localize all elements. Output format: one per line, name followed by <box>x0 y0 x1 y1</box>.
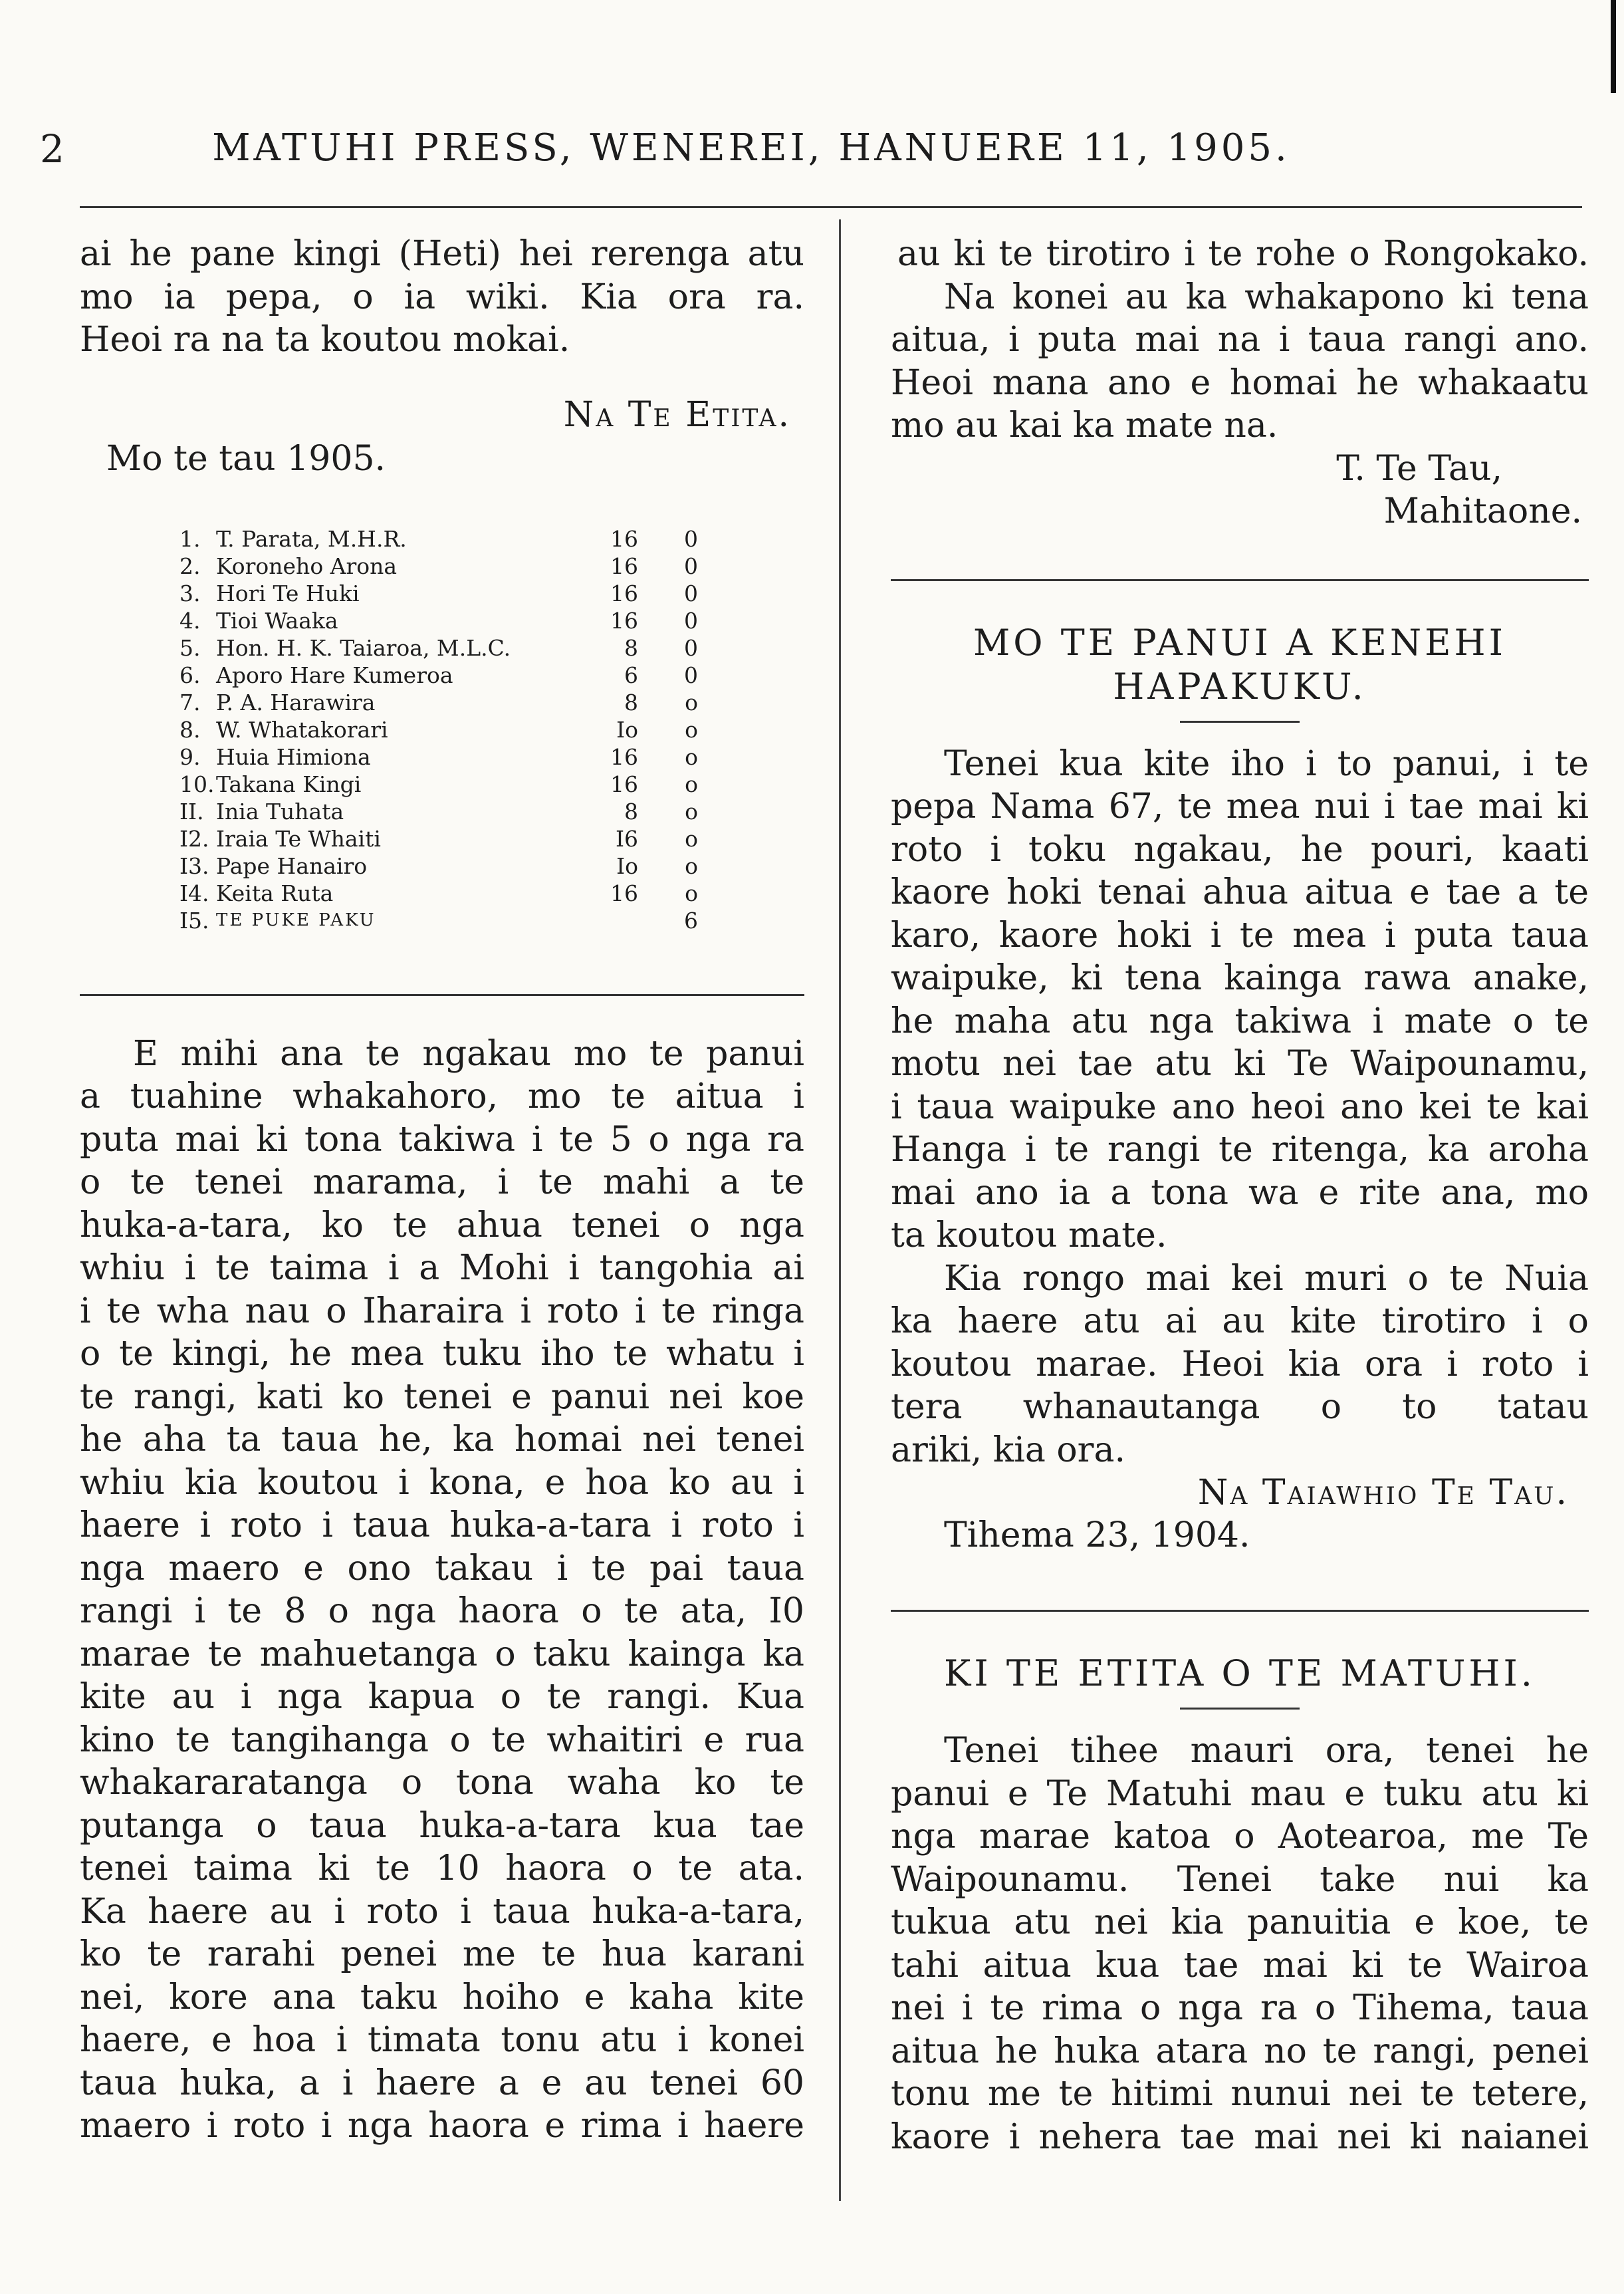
text-line: mai ano ia a tona wa e rite ana, mo <box>891 1172 1589 1213</box>
text-line: mo au kai ka mate na. <box>891 406 1278 446</box>
list-item: 8. W. Whatakorari Io o <box>179 716 698 743</box>
right-intro <box>891 233 1589 447</box>
text-line: i taua waipuke ano heoi ano kei te kai <box>891 1086 1589 1127</box>
list-item: I4. Keita Ruta 16 o <box>179 880 698 906</box>
list-item: II. Inia Tuhata 8 o <box>179 798 698 825</box>
text-line: i te wha nau o Iharaira i roto i te ringa <box>80 1291 804 1331</box>
text-line: a tuahine whakahoro, mo te aitua i <box>80 1077 804 1116</box>
text-line: haere, e hoa i timata tonu atu i konei <box>80 2020 804 2060</box>
text-line: he aha ta taua he, ka homai nei tenei <box>80 1420 804 1460</box>
list-item: 6. Aporo Hare Kumeroa 6 0 <box>179 662 698 688</box>
masthead: MATUHI PRESS, WENEREI, HANUERE 11, 1905. <box>212 126 1290 170</box>
list-item: 4. Tioi Waaka 16 0 <box>179 607 698 634</box>
text-line: ariki, kia ora. <box>891 1430 1126 1470</box>
list-item: 5. Hon. H. K. Taiaroa, M.L.C. 8 0 <box>179 634 698 661</box>
text-line: roto i toku ngakau, he pouri, kaati <box>891 829 1589 870</box>
text-line: nei i te rima o nga ra o Tihema, taua <box>891 1988 1589 2028</box>
list-item: I5. TE PUKE PAKU 6 <box>179 907 698 934</box>
text-line: ko te rarahi penei me te hua karani <box>80 1934 804 1974</box>
text-line: huka-a-tara, ko te ahua tenei o nga <box>80 1205 804 1245</box>
text-line: maero i roto i nga haora e rima i haere <box>80 2106 804 2146</box>
subscription-list <box>179 525 804 934</box>
text-line: kino te tangihanga o te whaitiri e rua <box>80 1720 804 1760</box>
list-item: I3. Pape Hanairo Io o <box>179 852 698 879</box>
text-line: kite au i nga kapua o te rangi. Kua <box>80 1677 804 1717</box>
signature-name <box>891 447 1502 490</box>
text-line: nga marae katoa o Aotearoa, me Te <box>891 1817 1589 1856</box>
text-line: tonu me te hitimi nunui nei te tetere, <box>891 2074 1589 2114</box>
text-line: tera whanautanga o to tatau <box>891 1387 1589 1427</box>
text-line: mo ia pepa, o ia wiki. Kia ora ra. <box>80 277 804 317</box>
list-item: 10. Takana Kingi 16 o <box>179 771 698 797</box>
text-line: whiu i te taima i a Mohi i tangohia ai <box>80 1248 804 1288</box>
text-line: Kia rongo mai kei muri o te Nuia <box>944 1258 1589 1299</box>
text-line: ai he pane kingi (Heti) hei rerenga atu <box>80 234 804 274</box>
column-divider <box>839 219 841 2201</box>
text-line: whiu kia koutou i kona, e hoa ko au i <box>80 1462 804 1503</box>
text-line: au ki te tirotiro i te rohe o Rongokako. <box>897 234 1589 274</box>
text-line: aitua, i puta mai na i taua rangi ano. <box>891 320 1589 360</box>
text-line: E mihi ana te ngakau mo te panui <box>133 1033 804 1074</box>
text-line: puta mai ki tona takiwa i te 5 o nga ra <box>80 1119 804 1160</box>
right-column <box>891 233 1589 2158</box>
article-heading <box>891 621 1589 709</box>
text-line: ta koutou mate. <box>891 1215 1167 1255</box>
text-line: Heoi mana ano e homai he whakaatu <box>891 362 1589 403</box>
text-line: Waipounamu. Tenei take nui ka <box>891 1859 1589 1900</box>
text-line: tenei taima ki te 10 haora o te ata. <box>80 1848 804 1888</box>
editor-signature: Na Te Etita. <box>563 394 791 435</box>
heading-underline <box>1180 721 1300 723</box>
left-column <box>80 233 804 2148</box>
heading-line: HAPAKUKU. <box>1113 665 1367 707</box>
text-line: tahi aitua kua tae mai ki te Wairoa <box>891 1945 1589 1985</box>
text-line: pepa Nama 67, te mea nui i tae mai ki <box>891 787 1589 827</box>
text-line: nei, kore ana taku hoiho e kaha kite <box>80 1977 804 2017</box>
left-article <box>80 1033 804 2148</box>
text-line: taua huka, a i haere a e au tenei 60 <box>80 2063 804 2103</box>
letter-date: Tihema 23, 1904. <box>944 1515 1250 1555</box>
text-line: whakararatanga o tona waha ko te <box>80 1763 804 1803</box>
signature: Na Taiawhio Te Tau. <box>1197 1473 1569 1513</box>
text-line: Tenei tihee mauri ora, tenei he <box>944 1731 1589 1771</box>
text-line: panui e Te Matuhi mau e tuku atu ki <box>891 1773 1589 1814</box>
text-line: he maha atu nga takiwa i mate o te <box>891 1001 1589 1041</box>
text-line: putanga o taua huka-a-tara kua tae <box>80 1805 804 1846</box>
subscriptions-title: Mo te tau 1905. <box>106 438 386 479</box>
text-line: Tenei kua kite iho i to panui, i te <box>944 743 1589 784</box>
article-heading <box>891 1652 1589 1696</box>
text-line: rangi i te 8 o nga haora o te ata, I0 <box>80 1591 804 1631</box>
text-line: karo, kaore hoki i te mea i puta taua <box>891 915 1589 956</box>
text-line: waipuke, ki tena kainga rawa anake, <box>891 958 1589 998</box>
text-line: o te kingi, he mea tuku iho te whatu i <box>80 1334 804 1374</box>
text-line: kaore hoki tenai ahua aitua e tae a te <box>891 872 1589 912</box>
right-article-1 <box>891 743 1589 1472</box>
text-line: tukua atu nei kia panuitia e koe, te <box>891 1902 1589 1942</box>
list-item: 2. Koroneho Arona 16 0 <box>179 553 698 579</box>
text-line: aitua he huka atara no te rangi, penei <box>891 2031 1589 2071</box>
section-rule <box>891 1610 1589 1612</box>
list-item: 3. Hori Te Huki 16 0 <box>179 580 698 606</box>
signature-place: Mahitaone. <box>1383 491 1582 531</box>
page-header <box>40 126 1383 186</box>
text-line: Heoi ra na ta koutou mokai. <box>80 320 570 360</box>
right-article-2 <box>891 1729 1589 2158</box>
text-line: kaore i nehera tae mai nei ki naianei <box>891 2116 1589 2157</box>
text-line: te rangi, kati ko tenei e panui nei koe <box>80 1376 804 1417</box>
section-rule <box>80 994 804 996</box>
list-item: 7. P. A. Harawira 8 o <box>179 689 698 715</box>
text-line: Hanga i te rangi te ritenga, ka aroha <box>891 1130 1589 1170</box>
heading-line: MO TE PANUI A KENEHI <box>973 621 1506 664</box>
text-line: haere i roto i taua huka-a-tara i roto i <box>80 1505 804 1545</box>
text-line: marae te mahuetanga o taku kainga ka <box>80 1634 804 1674</box>
page-edge-line <box>1611 0 1616 93</box>
page-number: 2 <box>40 126 64 172</box>
list-item: 1. T. Parata, M.H.R. 16 0 <box>179 525 698 552</box>
text-line: Na konei au ka whakapono ki tena <box>944 277 1589 317</box>
section-rule <box>891 579 1589 581</box>
text-line: o te tenei marama, i te mahi a te <box>80 1162 804 1202</box>
list-item: I2. Iraia Te Whaiti I6 o <box>179 825 698 852</box>
heading-underline <box>1180 1708 1300 1710</box>
text-line: koutou marae. Heoi kia ora i roto i <box>891 1344 1589 1384</box>
header-rule <box>80 206 1582 208</box>
text-line: motu nei tae atu ki Te Waipounamu, <box>891 1044 1589 1084</box>
signature-text: T. Te Tau, <box>1336 448 1502 489</box>
left-intro <box>80 233 804 362</box>
heading-line: KI TE ETITA O TE MATUHI. <box>944 1652 1536 1694</box>
text-line: Ka haere au i roto i taua huka-a-tara, <box>80 1891 804 1932</box>
list-item: 9. Huia Himiona 16 o <box>179 743 698 770</box>
text-line: nga maero e ono takau i te pai taua <box>80 1548 804 1589</box>
text-line: ka haere atu ai au kite tirotiro i o <box>891 1301 1589 1341</box>
